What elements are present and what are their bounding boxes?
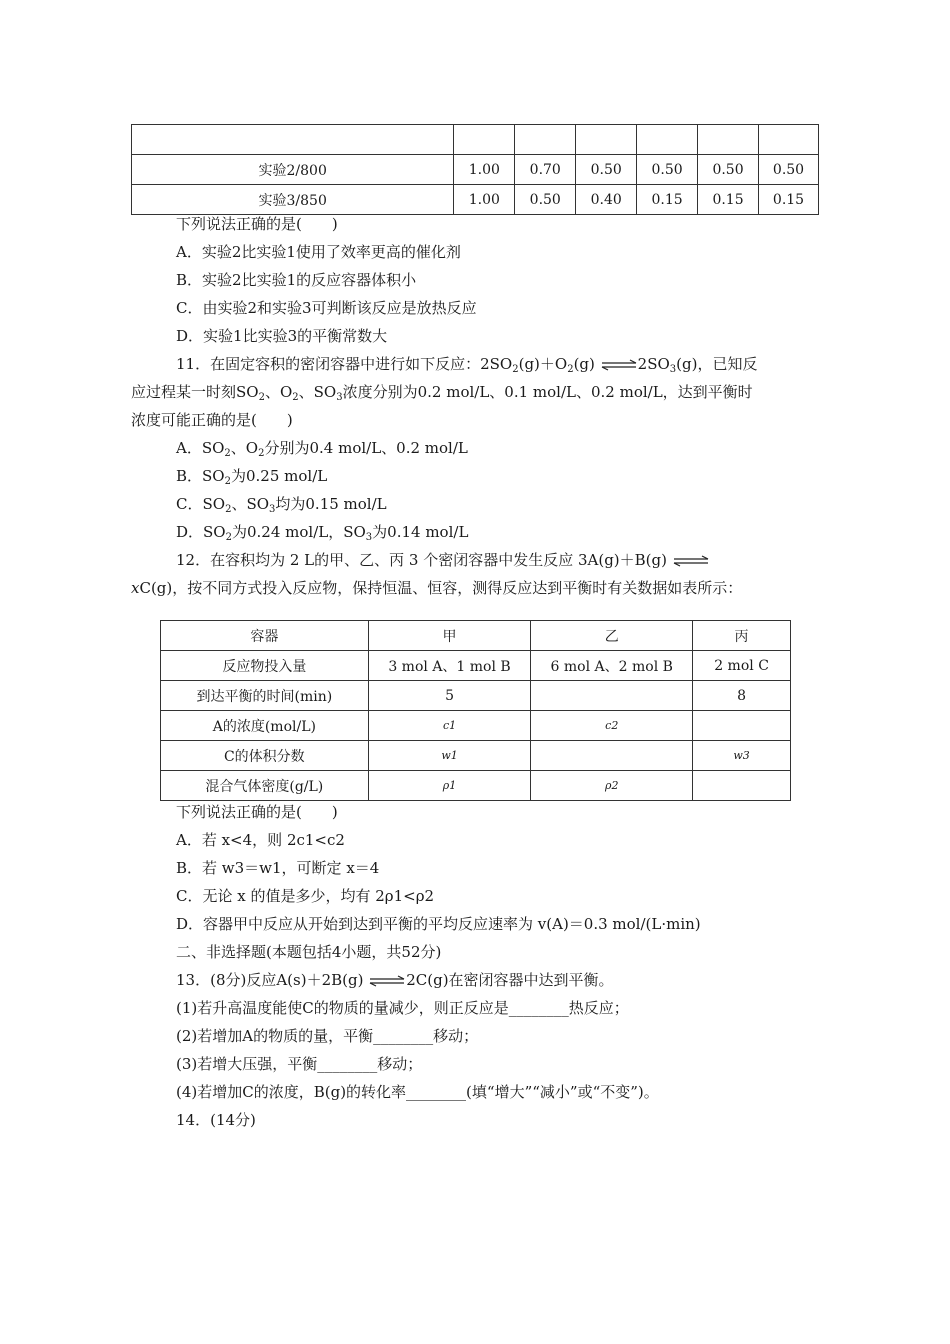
- q11-option-d: D．$SO_2$为0.24 mol/L，$SO_3$为0.14 mol/L: [176, 523, 469, 543]
- table-cell: 0.15: [698, 185, 759, 215]
- table-cell: 0.50: [758, 155, 818, 185]
- table-cell: 1.00: [454, 155, 515, 185]
- row-label: 实验2/800: [132, 155, 454, 185]
- q13-part-1: (1)若升高温度能使C的物质的量减少，则正反应是________热反应；: [176, 999, 629, 1017]
- q12-option-a: A．若 x<4，则 2c1<c2: [176, 831, 345, 849]
- q12-line-1: 12．在容积均为 2 L的甲、乙、丙 3 个密闭容器中发生反应 3A(g)＋B(g): [176, 550, 710, 570]
- q11-option-a: A．$SO_2$、$O_2$分别为0.4 mol/L、0.2 mol/L: [176, 439, 468, 459]
- table-cell: 0.15: [637, 185, 698, 215]
- table-cell: ρ1: [368, 771, 531, 801]
- q12-option-b: B．若 w3＝w1，可断定 x＝4: [176, 859, 380, 877]
- table-header: 甲: [368, 621, 531, 651]
- table-cell: A的浓度(mol/L): [161, 711, 369, 741]
- table-row: [161, 741, 791, 771]
- table-cell: c1: [368, 711, 531, 741]
- table-cell: [758, 125, 818, 155]
- q11-line-1: 11．在固定容积的密闭容器中进行如下反应：$2SO_2(g)+O_2(g)$ $2SO_3(g)$，已知反: [176, 355, 758, 375]
- equilibrium-arrows-icon: [368, 975, 406, 987]
- table-row: [132, 125, 819, 155]
- table-cell: 1.00: [454, 185, 515, 215]
- experiment-table: [131, 124, 819, 215]
- table-cell: 3 mol A、1 mol B: [368, 651, 531, 681]
- row-label: 实验3/850: [132, 185, 454, 215]
- row-label: [132, 125, 454, 155]
- q10-option-a: A．实验2比实验1使用了效率更高的催化剂: [176, 243, 461, 261]
- q10-stem: 下列说法正确的是( ): [176, 215, 338, 233]
- table-cell: [515, 125, 576, 155]
- table-cell: 6 mol A、2 mol B: [531, 651, 693, 681]
- table-header-row: [161, 621, 791, 651]
- q11-line-3: 浓度可能正确的是( ): [131, 411, 293, 429]
- q11-option-c: C．$SO_2$、$SO_3$均为0.15 mol/L: [176, 495, 387, 515]
- table-cell: ρ2: [531, 771, 693, 801]
- table-cell: [531, 741, 693, 771]
- table-cell: 0.40: [576, 185, 637, 215]
- table-row: [161, 681, 791, 711]
- q10-option-d: D．实验1比实验3的平衡常数大: [176, 327, 388, 345]
- table-cell: w1: [368, 741, 531, 771]
- table-cell: 2 mol C: [693, 651, 791, 681]
- table-cell: 0.50: [698, 155, 759, 185]
- table-row: [132, 155, 819, 185]
- table-cell: [454, 125, 515, 155]
- table-header: 容器: [161, 621, 369, 651]
- q12-stem: 下列说法正确的是( ): [176, 803, 338, 821]
- container-table: [160, 620, 791, 801]
- table-cell: [693, 771, 791, 801]
- table-cell: 5: [368, 681, 531, 711]
- q12-option-c: C．无论 x 的值是多少，均有 2ρ1<ρ2: [176, 887, 435, 905]
- table-header: 乙: [531, 621, 693, 651]
- table-row: [132, 185, 819, 215]
- q13-part-4: (4)若增加C的浓度，B(g)的转化率________(填“增大”“减小”或“不变”)。: [176, 1083, 659, 1101]
- table-cell: 0.15: [758, 185, 818, 215]
- table-cell: 0.50: [637, 155, 698, 185]
- table-cell: C的体积分数: [161, 741, 369, 771]
- q11-line-2: 应过程某一时刻$SO_2$、$O_2$、$SO_3$浓度分别为0.2 mol/L、0.1 mol/L、0.2 mol/L，达到平衡时: [131, 383, 753, 403]
- equilibrium-arrows-icon: [600, 359, 638, 371]
- equilibrium-arrows-icon: [672, 555, 710, 567]
- table-cell: [693, 711, 791, 741]
- table-row: [161, 651, 791, 681]
- q13-part-3: (3)若增大压强，平衡________移动；: [176, 1055, 423, 1073]
- table-cell: [576, 125, 637, 155]
- table-cell: 0.50: [576, 155, 637, 185]
- table-cell: w3: [693, 741, 791, 771]
- table-cell: [637, 125, 698, 155]
- q10-option-c: C．由实验2和实验3可判断该反应是放热反应: [176, 299, 477, 317]
- table-cell: 0.50: [515, 185, 576, 215]
- table-cell: [531, 681, 693, 711]
- table-cell: c2: [531, 711, 693, 741]
- table-row: [161, 771, 791, 801]
- table-cell: 0.70: [515, 155, 576, 185]
- q14-heading: 14．(14分): [176, 1111, 256, 1129]
- q13-line-1: 13．(8分)反应A(s)＋2B(g) 2C(g)在密闭容器中达到平衡。: [176, 971, 614, 989]
- table-cell: 8: [693, 681, 791, 711]
- q12-line-2: xC(g)，按不同方式投入反应物，保持恒温、恒容，测得反应达到平衡时有关数据如表所示：: [131, 579, 743, 597]
- table-cell: 反应物投入量: [161, 651, 369, 681]
- section-heading: 二、非选择题(本题包括4小题，共52分): [176, 943, 442, 961]
- q10-option-b: B．实验2比实验1的反应容器体积小: [176, 271, 417, 289]
- q13-part-2: (2)若增加A的物质的量，平衡________移动；: [176, 1027, 479, 1045]
- table-cell: 到达平衡的时间(min): [161, 681, 369, 711]
- table-cell: 混合气体密度(g/L): [161, 771, 369, 801]
- table-header: 丙: [693, 621, 791, 651]
- q12-option-d: D．容器甲中反应从开始到达到平衡的平均反应速率为 v(A)＝0.3 mol/(L·min): [176, 915, 701, 933]
- table-row: [161, 711, 791, 741]
- q11-option-b: B．$SO_2$为0.25 mol/L: [176, 467, 328, 487]
- table-cell: [698, 125, 759, 155]
